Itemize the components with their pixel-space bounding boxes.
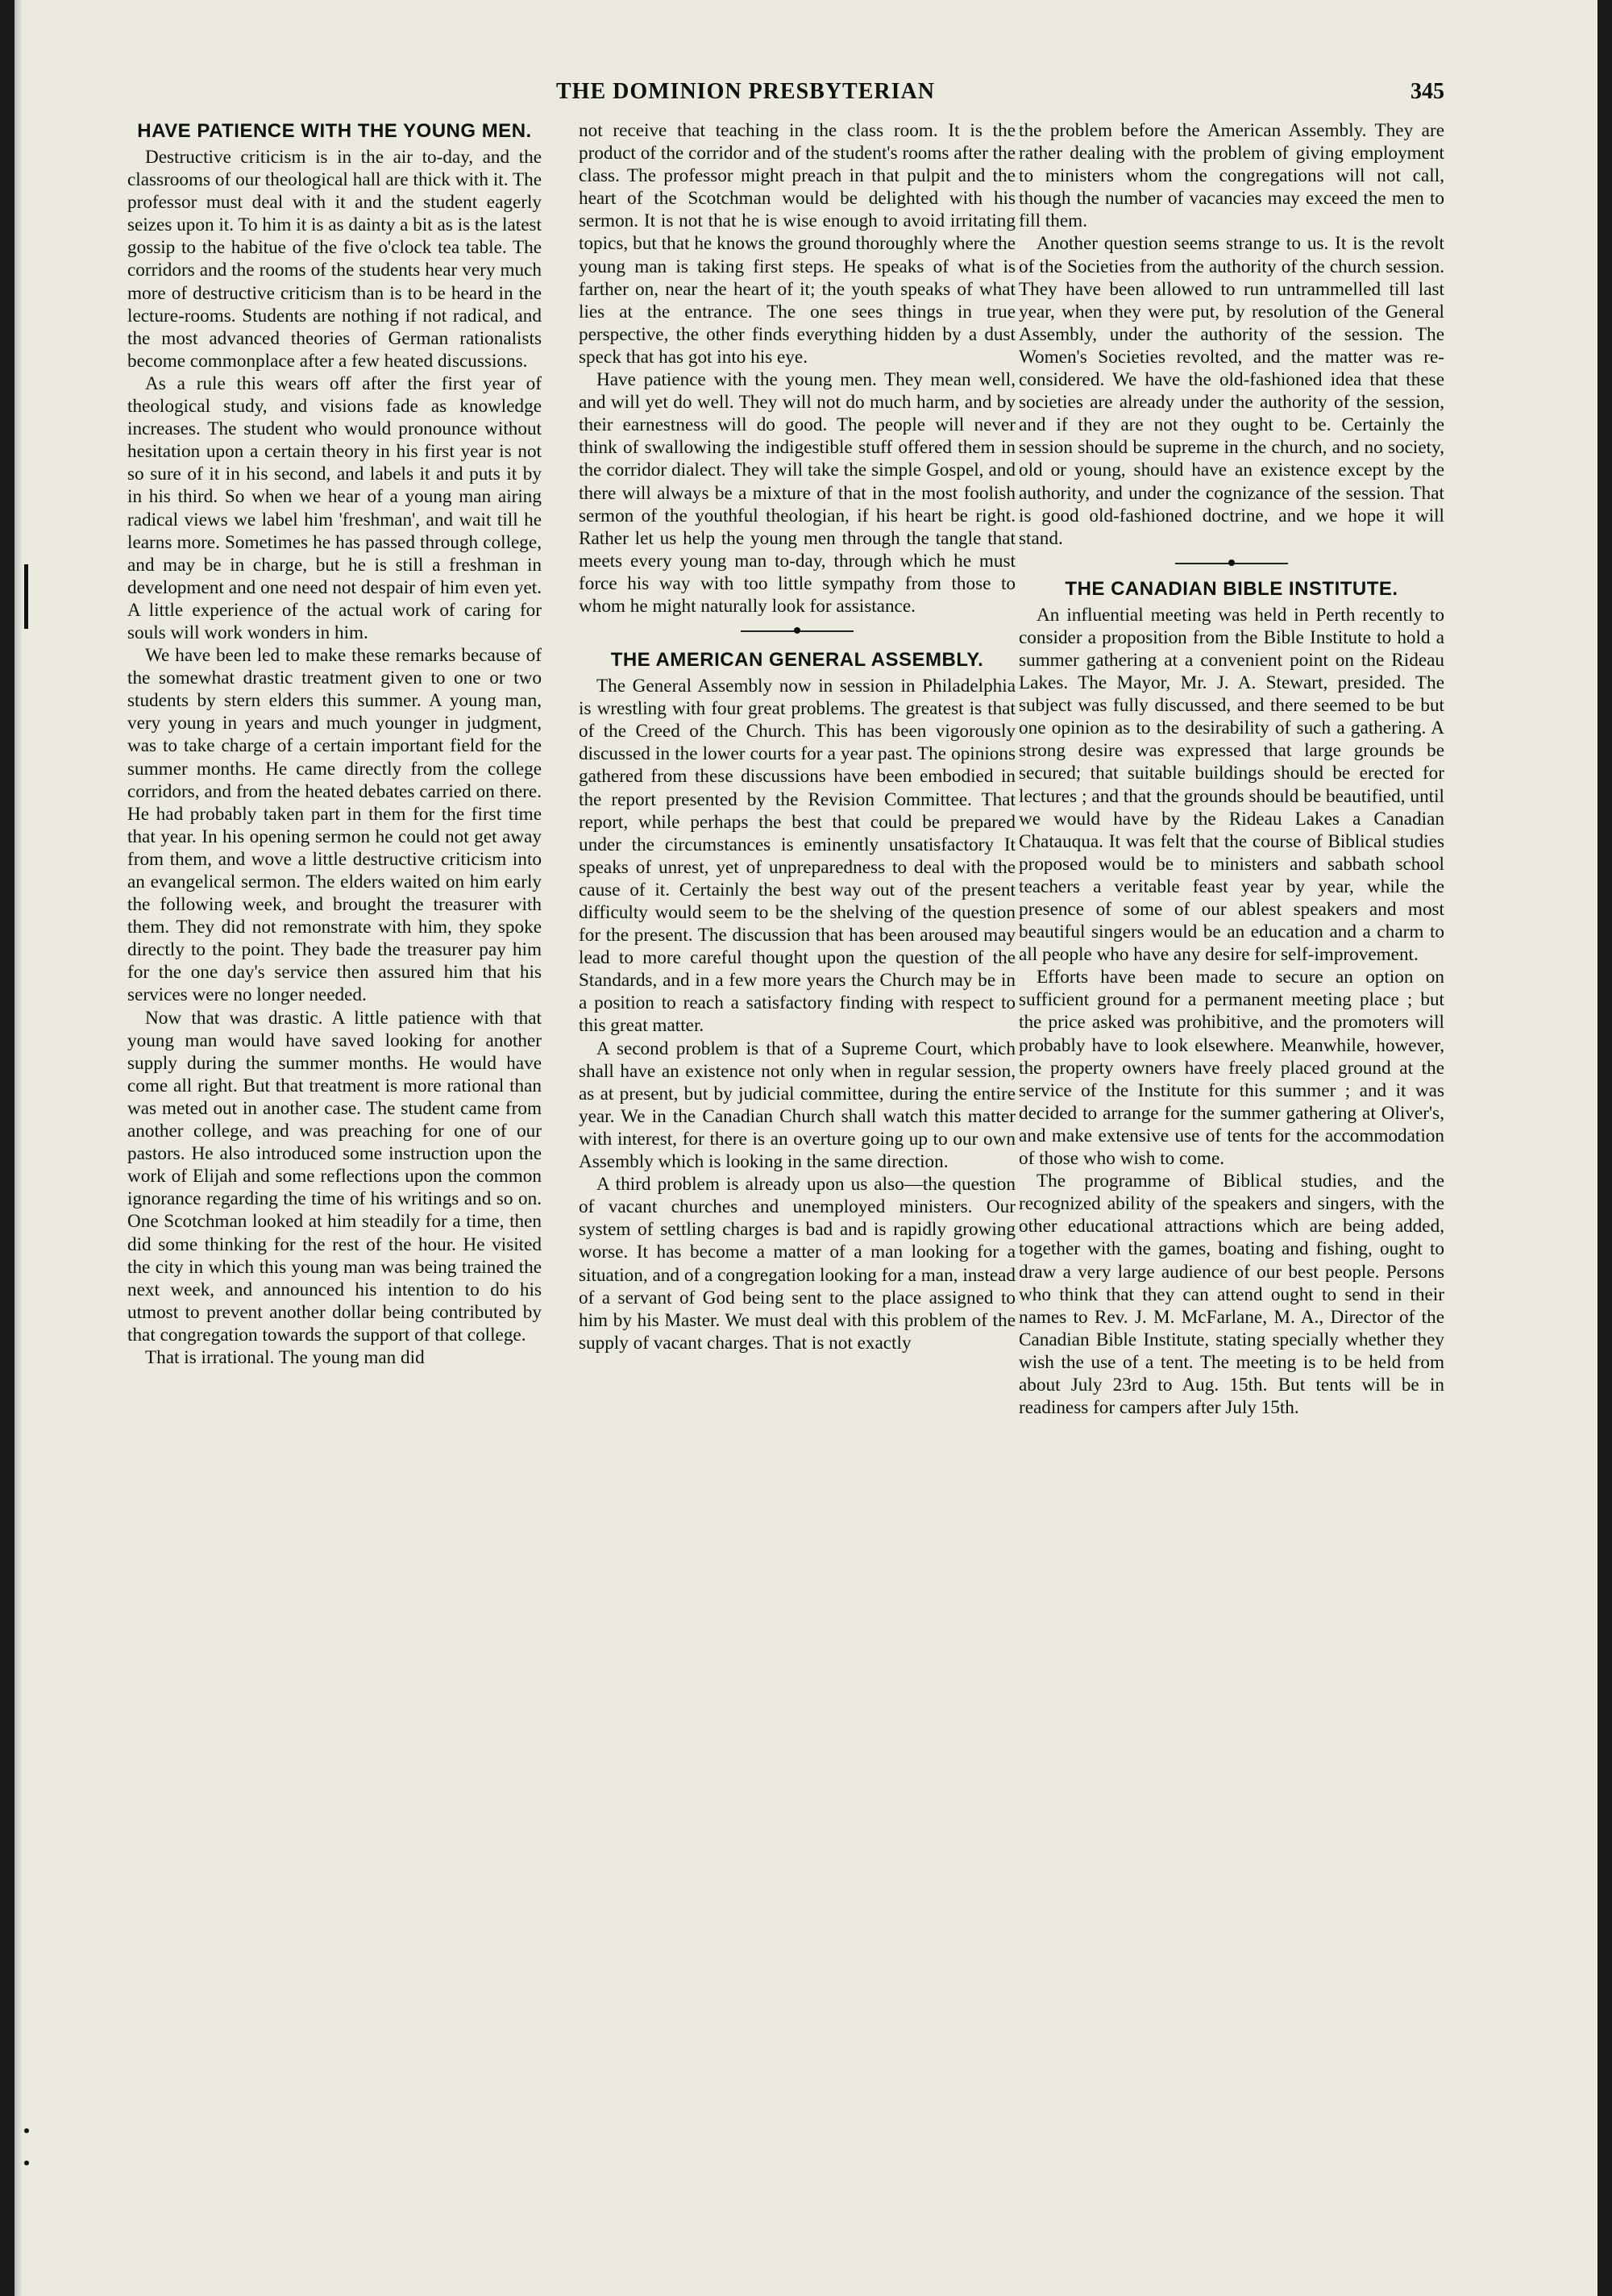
binding-mark <box>24 564 28 629</box>
article-paragraph: Now that was drastic. A little patience with that young man would have saved looking for another supply during the summer months. He would have come all right. But that treatment is more rational than was meted out in another case. The student came from another college, and was preaching for one of our pastors. He also introduced some instruction upon the work of Elijah and some reflections upon the common ignorance regarding the time of his writings and so on. One Scotchman looked at him steadily for a time, then did some thinking for the rest of the hour. He visited the city in which this young man was being trained the next week, and announced his intention to do his utmost to prevent another dollar being contributed by that congregation towards the support of that college. <box>127 1007 542 1346</box>
section-divider <box>579 618 1016 645</box>
article-paragraph: We have been led to make these remarks because of the somewhat drastic treatment given to one or two students by stern elders this summer. A young man, very young in years and much younger in judgment, was to take charge of a certain important field for the summer months. He came directly from the college corridors, and from the heated debates carried on there. He had probably taken part in them for the first time that year. In his opening sermon he could not get away from them, and wove a little destructive criticism into an evangelical sermon. The elders waited on him early the following week, and brought the treasurer with them. They did not remonstrate with him, they spoke directly to the point. They bade the treasurer pay him for the one day's service then assured him that his services were no longer needed. <box>127 645 542 1006</box>
binding-mark <box>24 2128 29 2133</box>
masthead-title: THE DOMINION PRESBYTERIAN <box>556 79 935 104</box>
article-paragraph: The programme of Biblical studies, and the recognized ability of the speakers and singers, with the other educational attractions which are being added, together with the games, boating and fishing, ought to draw a very large audience of our best people. Persons who think that they can attend ought to send in their names to Rev. J. M. McFarlane, M. A., Director of the Canadian Bible Institute, stating specially whether they wish the use of a tent. The meeting is to be held from about July 23rd to Aug. 15th. But tents will be in readiness for campers after July 15th. <box>1019 1171 1444 1419</box>
article-heading: THE CANADIAN BIBLE INSTITUTE. <box>1065 577 1398 600</box>
page-header <box>15 79 1597 111</box>
article-heading: THE AMERICAN GENERAL ASSEMBLY. <box>610 649 984 672</box>
article-paragraph: As a rule this wears off after the first year of theological study, and visions fade as knowledge increases. The student who would pronounce without hesitation upon a certain theory in his first year is not so sure of it in his second, and labels it and puts it by in his third. So when we hear of a young man airing radical views we label him 'freshman', and wait till he learns more. Sometimes he has passed through college, and may be in charge, but he is still a freshman in development and one need not despair of him even yet. A little experience of the actual work of caring for souls will work wonders in him. <box>127 372 542 643</box>
article-paragraph: That is irrational. The young man did <box>145 1346 425 1368</box>
article-paragraph: An influential meeting was held in Perth recently to consider a proposition from the Bible Institute to hold a summer gathering at a convenient point on the Rideau Lakes. The Mayor, Mr. J. A. Stewart, presided. The subject was fully discussed, and there seemed to be but one opinion as to the desirability of such a gathering. A strong desire was expressed that large grounds be secured; that suitable buildings should be erected for lectures ; and that the grounds should be beautified, until we would have by the Rideau Lakes a Canadian Chatauqua. It was felt that the course of Biblical studies proposed would be to ministers and sabbath school teachers a veritable feast year by year, while the presence of some of our ablest speakers and most beautiful singers would be an education and a charm to all people who have any desire for self-improvement. <box>1019 604 1444 966</box>
article-paragraph: Another question seems strange to us. It is the revolt of the Societies from the authority of the church session. They have been allowed to run untrammelled till last year, when they were put, by resolution of the General Assembly, under the authority of the session. The Women's Societies revolted, and the matter was re-considered. We have the old-fashioned idea that these societies are already under the authority of the session, and if they are not they ought to be. Certainly the session should be supreme in the church, and no society, old or young, should have an existence except by the authority, and under the cognizance of the session. That is good old-fashioned doctrine, and we hope it will stand. <box>1019 233 1444 549</box>
column-1 <box>127 119 542 1369</box>
article-paragraph: Have patience with the young men. They mean well, and will yet do well. They will not do much harm, and by their earnestness will do good. The people will never think of swallowing the indigestible stuff offered them in the corridor dialect. They will take the simple Gospel, and there will always be a mixture of that in the most foolish sermon of the youthful theologian, if his heart be right. Rather let us help the young men through the tangle that meets every young man to-day, through which he must force his way with too little sympathy from those to whom he might naturally look for assistance. <box>579 369 1016 617</box>
article-heading: HAVE PATIENCE WITH THE YOUNG MEN. <box>137 120 532 142</box>
article-paragraph: not receive that teaching in the class room. It is the product of the corridor and of the student's rooms after the class. The professor might preach in that pulpit and the heart of the Scotchman would be delighted with his sermon. It is not that he is wise enough to avoid irritating topics, but that he knows the ground thoroughly where the young man is taking first steps. He speaks of what is farther on, near the heart of it; the youth speaks of what lies at the entrance. The one sees things in true perspective, the other finds everything hidden by a dust speck that has got into his eye. <box>579 120 1016 368</box>
article-paragraph: Efforts have been made to secure an option on sufficient ground for a permanent meeting place ; but the price asked was prohibitive, and the promoters will probably have to look elsewhere. Meanwhile, however, the property owners have freely placed ground at the service of the Institute for this summer ; and it was decided to arrange for the summer gathering at Oliver's, and make extensive use of tents for the accommodation of those who wish to come. <box>1019 967 1444 1170</box>
article-paragraph: A second problem is that of a Supreme Court, which shall have an existence not only when in regular session, as at present, but by judicial committee, during the entire year. We in the Canadian Church shall watch this matter with interest, for there is an overture going up to our own Assembly which is looking in the same direction. <box>579 1038 1016 1173</box>
article-paragraph: the problem before the American Assembly. They are rather dealing with the problem of giving employment to ministers whom the congregations will not call, though the number of vacancies may exceed the men to fill them. <box>1019 120 1444 232</box>
article-paragraph: The General Assembly now in session in Philadelphia is wrestling with four great problems. The greatest is that of the Creed of the Church. This has been vigorously discussed in the lower courts for a year past. The opinions gathered from these discussions have been embodied in the report presented by the Revision Committee. That report, while perhaps the best that could be prepared under the circumstances is eminently unsatisfactory It speaks of unrest, yet of unpreparedness to deal with the cause of it. Certainly the best way out of the present difficulty would seem to be the shelving of the question for the present. The discussion that has been aroused may lead to more careful thought upon the question of the Standards, and in a few more years the Church may be in a position to reach a satisfactory finding with respect to this great matter. <box>579 676 1016 1037</box>
section-divider <box>1019 550 1444 577</box>
newspaper-page <box>15 0 1597 2296</box>
binding-mark <box>24 2161 29 2165</box>
article-paragraph: Destructive criticism is in the air to-day, and the classrooms of our theological hall are thick with it. The professor must deal with it and the student eagerly seizes upon it. To him it is as dainty a bit as is the latest gossip to the habitue of the five o'clock tea table. The corridors and the rooms of the students hear very much more of destructive criticism than is to be heard in the lecture-rooms. Students are nothing if not radical, and the most advanced theories of German rationalists become commonplace after a few heated discussions. <box>127 147 542 372</box>
page-number: 345 <box>1410 79 1444 104</box>
column-3 <box>1019 119 1444 1419</box>
article-paragraph: A third problem is already upon us also—the question of vacant churches and unemployed ministers. Our system of settling charges is bad and is rapidly growing worse. It has become a matter of a man looking for a situation, and of a congregation looking for a man, instead of a servant of God being sent to the place assigned to him by his Master. We must deal with this problem of the supply of vacant charges. That is not exactly <box>579 1174 1016 1354</box>
column-2 <box>579 119 1016 1354</box>
